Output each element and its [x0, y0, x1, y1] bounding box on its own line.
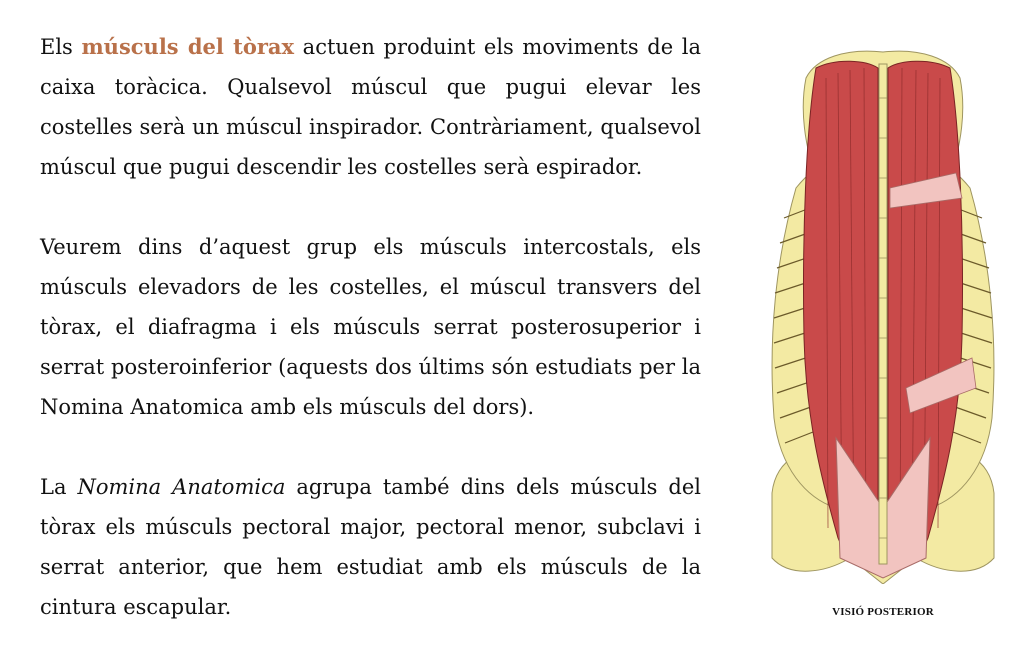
paragraph-muscle-group: Veurem dins d’aquest grup els músculs intercostals, els músculs elevadors de les costelles, el múscul transvers del tòrax, el diafragma i els músculs serrat posterosuperior i serrat posteroinferior (aquests dos últims són estudiats per la Nomina Anatomica amb els músculs del dors). [40, 235, 701, 419]
thorax-muscles-link[interactable]: músculs del tòrax [81, 34, 295, 59]
paragraph-thorax-muscles [40, 27, 701, 187]
posterior-thorax-illustration [766, 38, 1000, 584]
paragraph1-rest: actuen produint els moviments de la caixa toràcica. Qualsevol múscul que pugui elevar les costelles serà un múscul inspirador. Contràriament, qualsevol múscul que pugui descendir les costelles serà espirador. [40, 35, 701, 179]
paragraph1-prefix: Els [40, 35, 82, 59]
spine [879, 64, 887, 564]
paragraph3-prefix: La [40, 475, 78, 499]
article-text [40, 27, 701, 627]
figure-caption: VISIÓ POSTERIOR [832, 606, 934, 618]
nomina-anatomica-title: Nomina Anatomica [77, 475, 286, 499]
paragraph3-rest: agrupa també dins dels músculs del tòrax els músculs pectoral major, pectoral menor, subclavi i serrat anterior, que hem estudiat amb els músculs de la cintura escapular. [40, 475, 701, 619]
paragraph-nomina-anatomica [40, 467, 701, 627]
